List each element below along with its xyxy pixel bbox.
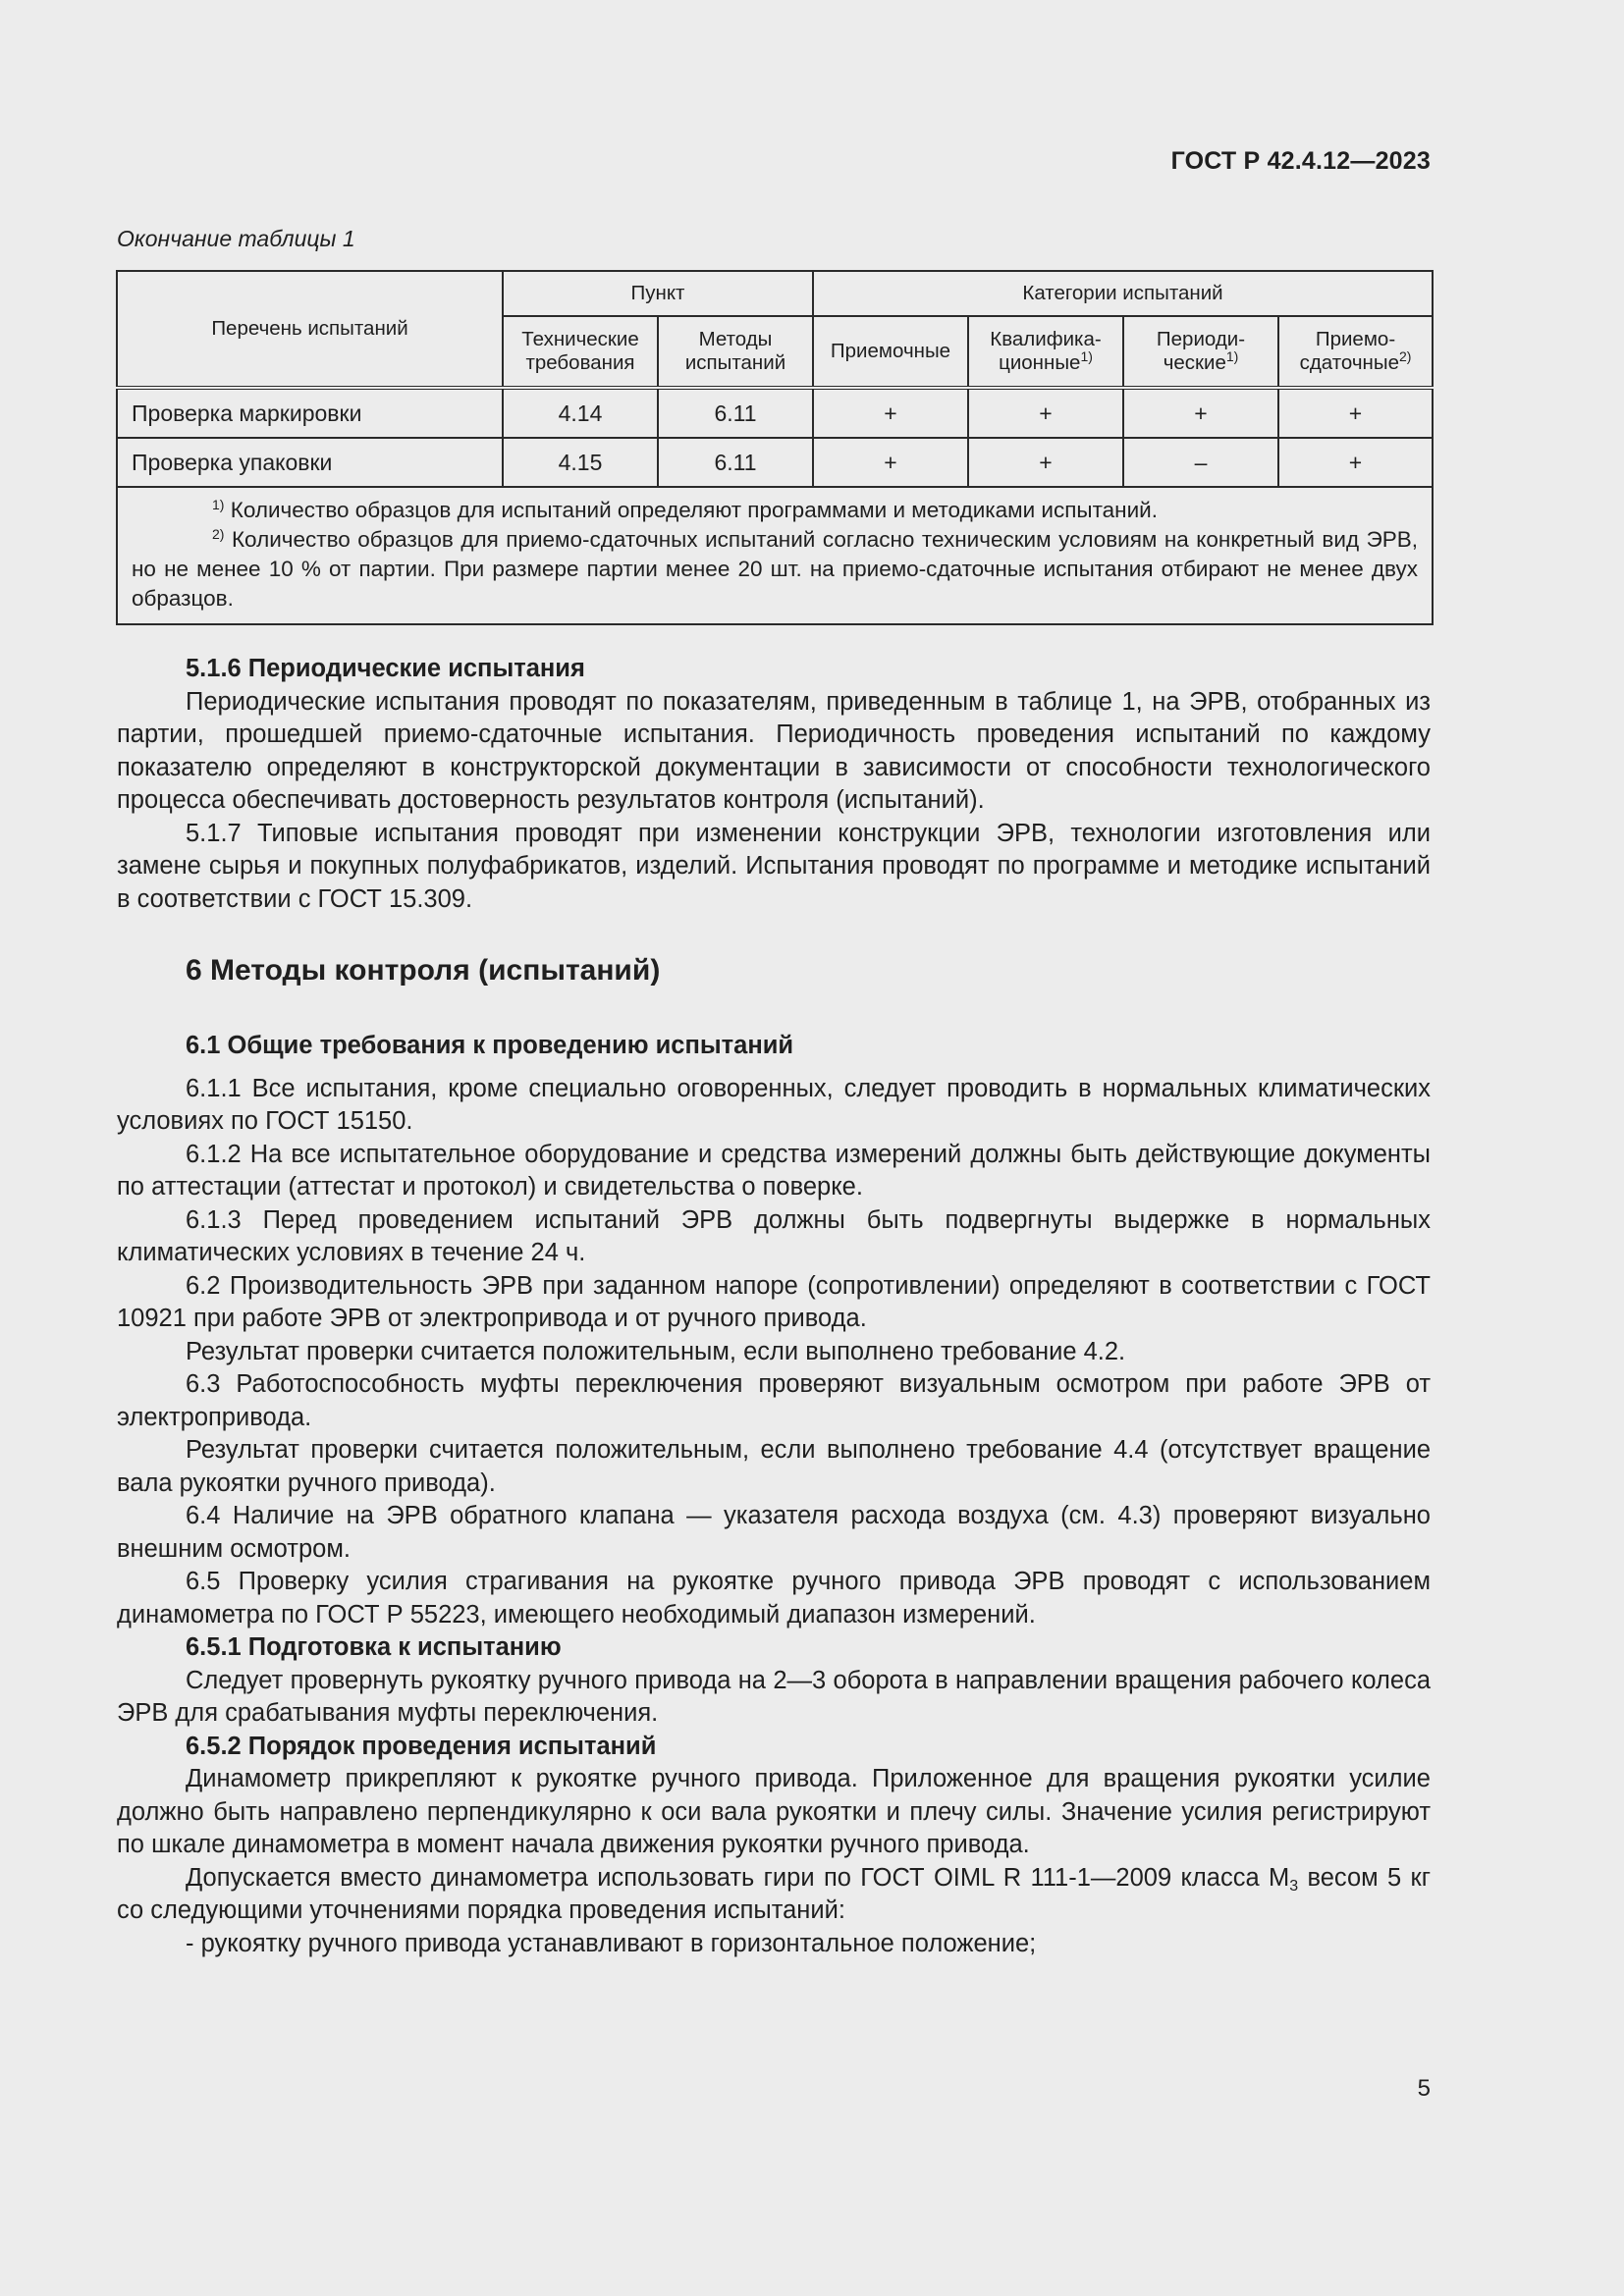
heading-6-5-1: 6.5.1 Подготовка к испытанию xyxy=(186,1633,562,1661)
header-punkt: Пункт xyxy=(503,271,813,316)
header-methods: Методы испытаний xyxy=(658,316,813,388)
paragraph-6-2-result: Результат проверки считается положительным, если выполнено требование 4.2. xyxy=(186,1337,1126,1365)
header-tech-req: Технические требования xyxy=(503,316,658,388)
table-caption: Окончание таблицы 1 xyxy=(117,226,355,251)
cell-delivery: + xyxy=(1278,388,1433,438)
cell-qualification: + xyxy=(968,438,1123,487)
header-tests-list: Перечень испытаний xyxy=(117,271,503,388)
cell-tech: 4.14 xyxy=(503,388,658,438)
paragraph-6-1-1: 6.1.1 Все испытания, кроме специально оговоренных, следует проводить в нормальных климатических условиях по ГОСТ 15150. xyxy=(117,1074,1431,1135)
cell-test-name: Проверка маркировки xyxy=(117,388,503,438)
body-text xyxy=(117,653,1431,1960)
cell-acceptance: + xyxy=(813,388,968,438)
tests-table xyxy=(116,270,1434,625)
cell-method: 6.11 xyxy=(658,388,813,438)
header-categories: Категории испытаний xyxy=(813,271,1433,316)
header-periodic: Периоди-ческие$^{1)}$ xyxy=(1123,316,1278,388)
cell-method: 6.11 xyxy=(658,438,813,487)
footnote-1: $^{1)}$ Количество образцов для испытаний определяют программами и методиками испытаний. xyxy=(212,497,1158,522)
table-notes-row xyxy=(117,487,1433,624)
paragraph-5-1-6: Периодические испытания проводят по показателям, приведенным в таблице 1, на ЭРВ, отобранных из партии, прошедшей приемо-сдаточные испытания. Периодичность проведения испытаний по каждому показателю определяют в конструкторской документации в зависимости от способности технологического процесса обеспечивать достоверность результатов контроля (испытаний). xyxy=(117,687,1431,814)
header-qualification: Квалифика-ционные$^{1)}$ xyxy=(968,316,1123,388)
standard-code: ГОСТ Р 42.4.12—2023 xyxy=(1170,147,1431,175)
page-number: 5 xyxy=(1417,2075,1431,2102)
table-row xyxy=(117,388,1433,438)
paragraph-6-5-2b: Допускается вместо динамометра использовать гири по ГОСТ OIML R 111-1—2009 класса $M_3$ весом 5 кг со следующими уточнениями порядка проведения испытаний: xyxy=(117,1863,1431,1924)
header-acceptance: Приемочные xyxy=(813,316,968,388)
paragraph-6-1-2: 6.1.2 На все испытательное оборудование и средства измерений должны быть действующие документы по аттестации (аттестат и протокол) и свидетельства о поверке. xyxy=(117,1140,1431,1201)
paragraph-6-5: 6.5 Проверку усилия страгивания на рукоятке ручного привода ЭРВ проводят с использованием динамометра по ГОСТ Р 55223, имеющего необходимый диапазон измерений. xyxy=(117,1568,1431,1629)
paragraph-6-3: 6.3 Работоспособность муфты переключения проверяют визуальным осмотром при работе ЭРВ от электропривода. xyxy=(117,1370,1431,1431)
footnote-ref: 1) xyxy=(1225,348,1239,364)
header-delivery: Приемо-сдаточные$^{2)}$ xyxy=(1278,316,1433,388)
paragraph-5-1-7: 5.1.7 Типовые испытания проводят при изменении конструкции ЭРВ, технологии изготовления или замене сырья и покупных полуфабрикатов, изделий. Испытания проводят по программе и методике испытаний в соответствии с ГОСТ 15.309. xyxy=(117,819,1431,913)
cell-tech: 4.15 xyxy=(503,438,658,487)
footnote-ref: 2) xyxy=(1398,348,1412,364)
paragraph-6-5-1: Следует провернуть рукоятку ручного привода на 2—3 оборота в направлении вращения рабочего колеса ЭРВ для срабатывания муфты переключения. xyxy=(117,1666,1431,1727)
footnote-ref: 1) xyxy=(1080,348,1093,364)
paragraph-6-3-result: Результат проверки считается положительным, если выполнено требование 4.4 (отсутствует вращение вала рукоятки ручного привода). xyxy=(117,1436,1431,1497)
table-notes xyxy=(117,487,1433,624)
paragraph-6-4: 6.4 Наличие на ЭРВ обратного клапана — указателя расхода воздуха (см. 4.3) проверяют визуально внешним осмотром. xyxy=(117,1502,1431,1563)
cell-acceptance: + xyxy=(813,438,968,487)
paragraph-6-1-3: 6.1.3 Перед проведением испытаний ЭРВ должны быть подвергнуты выдержке в нормальных климатических условиях в течение 24 ч. xyxy=(117,1205,1431,1266)
heading-6-1: 6.1 Общие требования к проведению испытаний xyxy=(186,1032,794,1059)
cell-test-name: Проверка упаковки xyxy=(117,438,503,487)
table-row xyxy=(117,438,1433,487)
heading-6: 6 Методы контроля (испытаний) xyxy=(186,954,661,987)
heading-5-1-6: 5.1.6 Периодические испытания xyxy=(186,655,585,682)
footnote-2: $^{2)}$ Количество образцов для приемо-сдаточных испытаний согласно техническим условиям на конкретный вид ЭРВ, но не менее 10 % от партии. При размере партии менее 20 шт. на приемо-сдаточные испытания отбирают не менее двух образцов. xyxy=(132,526,1419,611)
paragraph-6-2: 6.2 Производительность ЭРВ при заданном напоре (сопротивлении) определяют в соответствии с ГОСТ 10921 при работе ЭРВ от электропривода и от ручного привода. xyxy=(117,1271,1431,1332)
cell-periodic: + xyxy=(1123,388,1278,438)
heading-6-5-2: 6.5.2 Порядок проведения испытаний xyxy=(186,1732,657,1760)
cell-periodic: – xyxy=(1123,438,1278,487)
cell-qualification: + xyxy=(968,388,1123,438)
table-header-row xyxy=(117,271,1433,316)
cell-delivery: + xyxy=(1278,438,1433,487)
paragraph-6-5-2c: - рукоятку ручного привода устанавливают в горизонтальное положение; xyxy=(186,1929,1037,1957)
paragraph-6-5-2a: Динамометр прикрепляют к рукоятке ручного привода. Приложенное для вращения рукоятки усилие должно быть направлено перпендикулярно к оси вала рукоятки и плечу силы. Значение усилия регистрируют по шкале динамометра в момент начала движения рукоятки ручного привода. xyxy=(117,1765,1431,1858)
